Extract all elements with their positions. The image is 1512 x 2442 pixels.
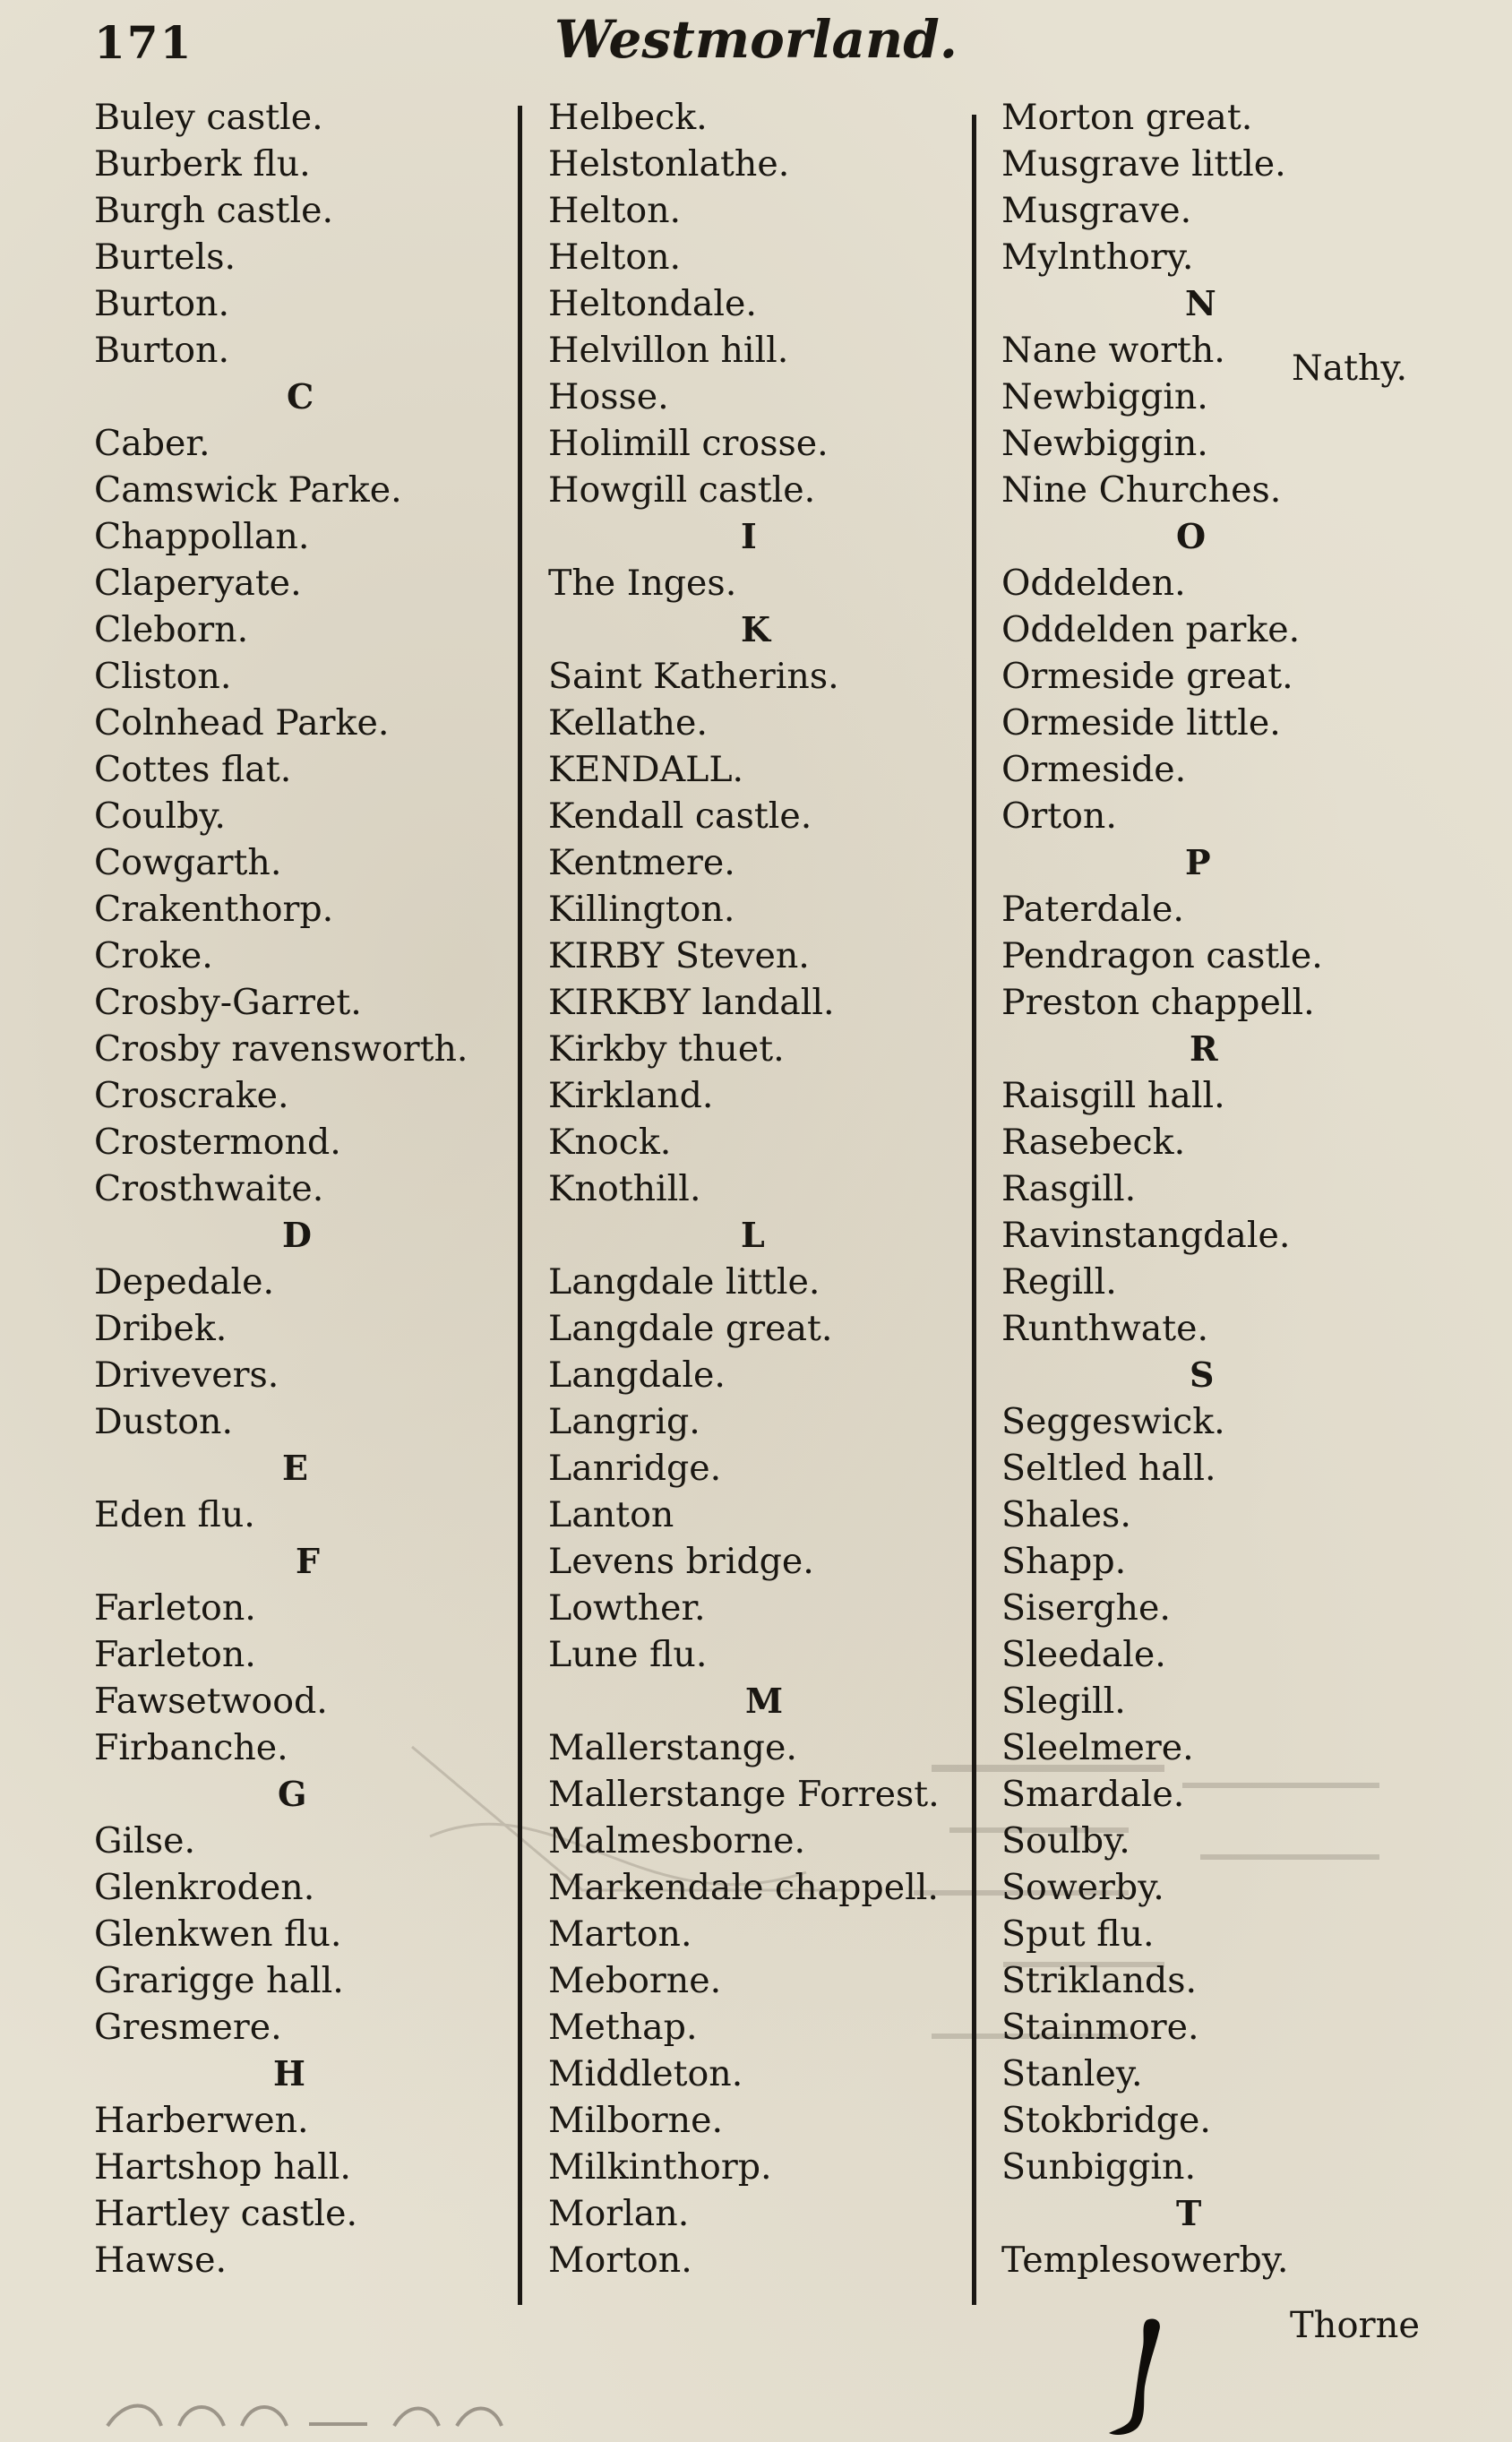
section-letter: D xyxy=(282,1215,312,1255)
index-entry: Depedale. xyxy=(94,1261,275,1303)
index-entry: Holimill crosse. xyxy=(548,423,829,464)
index-entry: KIRBY Steven. xyxy=(548,935,810,976)
index-entry: Nane worth. xyxy=(1001,330,1225,371)
index-entry: Lanridge. xyxy=(548,1448,722,1489)
index-entry: Croke. xyxy=(94,935,213,976)
index-entry: Langdale. xyxy=(548,1354,726,1396)
index-entry-nathy: Nathy. xyxy=(1292,348,1408,389)
index-entry: Malmesborne. xyxy=(548,1820,806,1862)
index-entry: Soulby. xyxy=(1001,1820,1130,1862)
section-letter: H xyxy=(273,2053,305,2094)
index-entry: Harberwen. xyxy=(94,2100,309,2141)
index-entry: Killington. xyxy=(548,889,735,930)
index-entry: Preston chappell. xyxy=(1001,982,1315,1023)
handwritten-inventory-mark-icon xyxy=(99,2390,564,2442)
index-entry: Grarigge hall. xyxy=(94,1960,344,2001)
index-entry: Mylnthory. xyxy=(1001,236,1194,278)
index-entry: Kentmere. xyxy=(548,842,735,883)
index-entry: Farleton. xyxy=(94,1587,256,1629)
index-entry: Langrig. xyxy=(548,1401,700,1442)
index-entry: Helvillon hill. xyxy=(548,330,789,371)
index-entry: Hawse. xyxy=(94,2240,228,2281)
index-entry: Dribek. xyxy=(94,1308,228,1349)
index-entry: Crostermond. xyxy=(94,1122,341,1163)
index-entry: Rasebeck. xyxy=(1001,1122,1186,1163)
index-entry: Seggeswick. xyxy=(1001,1401,1225,1442)
index-entry: Meborne. xyxy=(548,1960,722,2001)
index-entry: Heltondale. xyxy=(548,283,757,324)
index-entry: Burberk flu. xyxy=(94,143,311,185)
index-entry: Coulby. xyxy=(94,795,226,837)
index-entry: Howgill castle. xyxy=(548,469,816,511)
index-entry: Levens bridge. xyxy=(548,1541,814,1582)
index-entry: Smardale. xyxy=(1001,1774,1185,1815)
index-entry: Camswick Parke. xyxy=(94,469,402,511)
index-entry: Seltled hall. xyxy=(1001,1448,1216,1489)
index-entry: Sput flu. xyxy=(1001,1913,1155,1955)
index-entry: Slegill. xyxy=(1001,1681,1126,1722)
index-entry: Crosby ravensworth. xyxy=(94,1028,468,1070)
index-entry: Claperyate. xyxy=(94,563,302,604)
index-entry: Regill. xyxy=(1001,1261,1117,1303)
index-entry: Shales. xyxy=(1001,1494,1131,1535)
index-entry: Langdale great. xyxy=(548,1308,833,1349)
index-entry: Nine Churches. xyxy=(1001,469,1282,511)
index-column-2 xyxy=(548,94,960,2283)
index-entry: Ravinstangdale. xyxy=(1001,1215,1291,1256)
index-entry: Buley castle. xyxy=(94,97,323,138)
section-letter: E xyxy=(282,1448,308,1488)
section-letter: G xyxy=(278,1774,307,1814)
index-entry: Newbiggin. xyxy=(1001,423,1208,464)
index-entry: Gilse. xyxy=(94,1820,196,1862)
catchword: Thorne xyxy=(1290,2305,1421,2346)
section-letter: T xyxy=(1176,2193,1202,2233)
index-entry: Newbiggin. xyxy=(1001,376,1208,417)
page-title: Westmorland. xyxy=(554,9,958,70)
index-entry: Chappollan. xyxy=(94,516,310,557)
index-entry: Gresmere. xyxy=(94,2007,282,2048)
index-entry: Duston. xyxy=(94,1401,234,1442)
index-entry: Rasgill. xyxy=(1001,1168,1137,1209)
index-entry: Helbeck. xyxy=(548,97,708,138)
section-letter: F xyxy=(296,1541,320,1581)
index-entry: KIRKBY landall. xyxy=(548,982,835,1023)
index-entry: Middleton. xyxy=(548,2053,743,2094)
index-entry: Lowther. xyxy=(548,1587,706,1629)
index-entry: Mallerstange. xyxy=(548,1727,797,1768)
section-letter: L xyxy=(741,1215,765,1255)
index-entry: Methap. xyxy=(548,2007,698,2048)
index-entry: Burton. xyxy=(94,283,229,324)
section-letter: I xyxy=(741,516,757,556)
index-entry: Oddelden parke. xyxy=(1001,609,1301,650)
index-entry: Sunbiggin. xyxy=(1001,2146,1197,2188)
index-entry: Morlan. xyxy=(548,2193,690,2234)
index-entry: Cleborn. xyxy=(94,609,249,650)
index-entry: Siserghe. xyxy=(1001,1587,1171,1629)
page-number: 171 xyxy=(94,16,193,69)
index-entry: Templesowerby. xyxy=(1001,2240,1289,2281)
index-entry: Kendall castle. xyxy=(548,795,812,837)
index-entry: Shapp. xyxy=(1001,1541,1127,1582)
index-entry: Milborne. xyxy=(548,2100,724,2141)
column-divider-left xyxy=(518,106,522,2305)
index-entry: Paterdale. xyxy=(1001,889,1184,930)
index-entry: Firbanche. xyxy=(94,1727,288,1768)
index-entry: Sleedale. xyxy=(1001,1634,1166,1675)
index-entry: KENDALL. xyxy=(548,749,744,790)
section-letter: R xyxy=(1190,1028,1218,1069)
index-entry: Stokbridge. xyxy=(1001,2100,1211,2141)
index-entry: Hartshop hall. xyxy=(94,2146,351,2188)
index-entry: Helstonlathe. xyxy=(548,143,790,185)
index-entry: Striklands. xyxy=(1001,1960,1198,2001)
index-entry: Musgrave. xyxy=(1001,190,1192,231)
index-entry: Drivevers. xyxy=(94,1354,279,1396)
section-letter: M xyxy=(745,1681,784,1721)
section-letter: N xyxy=(1185,283,1216,323)
index-entry: Orton. xyxy=(1001,795,1117,837)
index-entry: Crosby-Garret. xyxy=(94,982,362,1023)
index-entry: Marton. xyxy=(548,1913,692,1955)
section-letter: C xyxy=(287,376,314,417)
index-entry: Oddelden. xyxy=(1001,563,1186,604)
index-column-3 xyxy=(1001,94,1449,2283)
index-entry: Cottes flat. xyxy=(94,749,292,790)
index-entry: Pendragon castle. xyxy=(1001,935,1323,976)
index-entry: Stanley. xyxy=(1001,2053,1143,2094)
index-entry: Ormeside great. xyxy=(1001,656,1293,697)
index-entry: Knothill. xyxy=(548,1168,701,1209)
section-letter: O xyxy=(1176,516,1207,556)
section-letter: P xyxy=(1185,842,1211,882)
index-entry: Sowerby. xyxy=(1001,1867,1164,1908)
index-entry: The Inges. xyxy=(548,563,737,604)
index-entry: Crakenthorp. xyxy=(94,889,334,930)
index-entry: Eden flu. xyxy=(94,1494,255,1535)
index-entry: Musgrave little. xyxy=(1001,143,1286,185)
index-entry: Croscrake. xyxy=(94,1075,289,1116)
index-entry: Morton great. xyxy=(1001,97,1253,138)
index-entry: Burtels. xyxy=(94,236,236,278)
index-entry: Cliston. xyxy=(94,656,232,697)
index-entry: Lune flu. xyxy=(548,1634,708,1675)
section-letter: S xyxy=(1190,1354,1215,1395)
index-entry: Helton. xyxy=(548,190,682,231)
index-entry: Ormeside little. xyxy=(1001,702,1281,744)
index-entry: Knock. xyxy=(548,1122,672,1163)
column-divider-right xyxy=(972,115,976,2305)
index-entry: Kirkby thuet. xyxy=(548,1028,785,1070)
index-entry: Glenkwen flu. xyxy=(94,1913,342,1955)
index-entry: Farleton. xyxy=(94,1634,256,1675)
index-entry: Ormeside. xyxy=(1001,749,1187,790)
index-entry: Colnhead Parke. xyxy=(94,702,390,744)
index-entry: Langdale little. xyxy=(548,1261,820,1303)
index-entry: Glenkroden. xyxy=(94,1867,315,1908)
index-entry: Caber. xyxy=(94,423,210,464)
index-entry: Hosse. xyxy=(548,376,669,417)
index-entry: Kirkland. xyxy=(548,1075,714,1116)
index-entry: Burton. xyxy=(94,330,229,371)
index-entry: Runthwate. xyxy=(1001,1308,1209,1349)
index-entry: Markendale chappell. xyxy=(548,1867,939,1908)
index-entry: Burgh castle. xyxy=(94,190,334,231)
index-entry: Saint Katherins. xyxy=(548,656,839,697)
index-entry: Raisgill hall. xyxy=(1001,1075,1225,1116)
index-entry: Helton. xyxy=(548,236,682,278)
ink-mark-icon xyxy=(1084,2311,1200,2442)
index-entry: Stainmore. xyxy=(1001,2007,1199,2048)
index-entry: Cowgarth. xyxy=(94,842,282,883)
index-entry: Mallerstange Forrest. xyxy=(548,1774,940,1815)
index-entry: Hartley castle. xyxy=(94,2193,358,2234)
index-column-1 xyxy=(94,94,488,2283)
index-entry: Milkinthorp. xyxy=(548,2146,772,2188)
index-entry: Kellathe. xyxy=(548,702,708,744)
section-letter: K xyxy=(741,609,771,649)
index-entry: Fawsetwood. xyxy=(94,1681,328,1722)
index-entry: Lanton xyxy=(548,1494,674,1535)
index-entry: Crosthwaite. xyxy=(94,1168,324,1209)
index-entry: Morton. xyxy=(548,2240,692,2281)
index-entry: Sleelmere. xyxy=(1001,1727,1194,1768)
